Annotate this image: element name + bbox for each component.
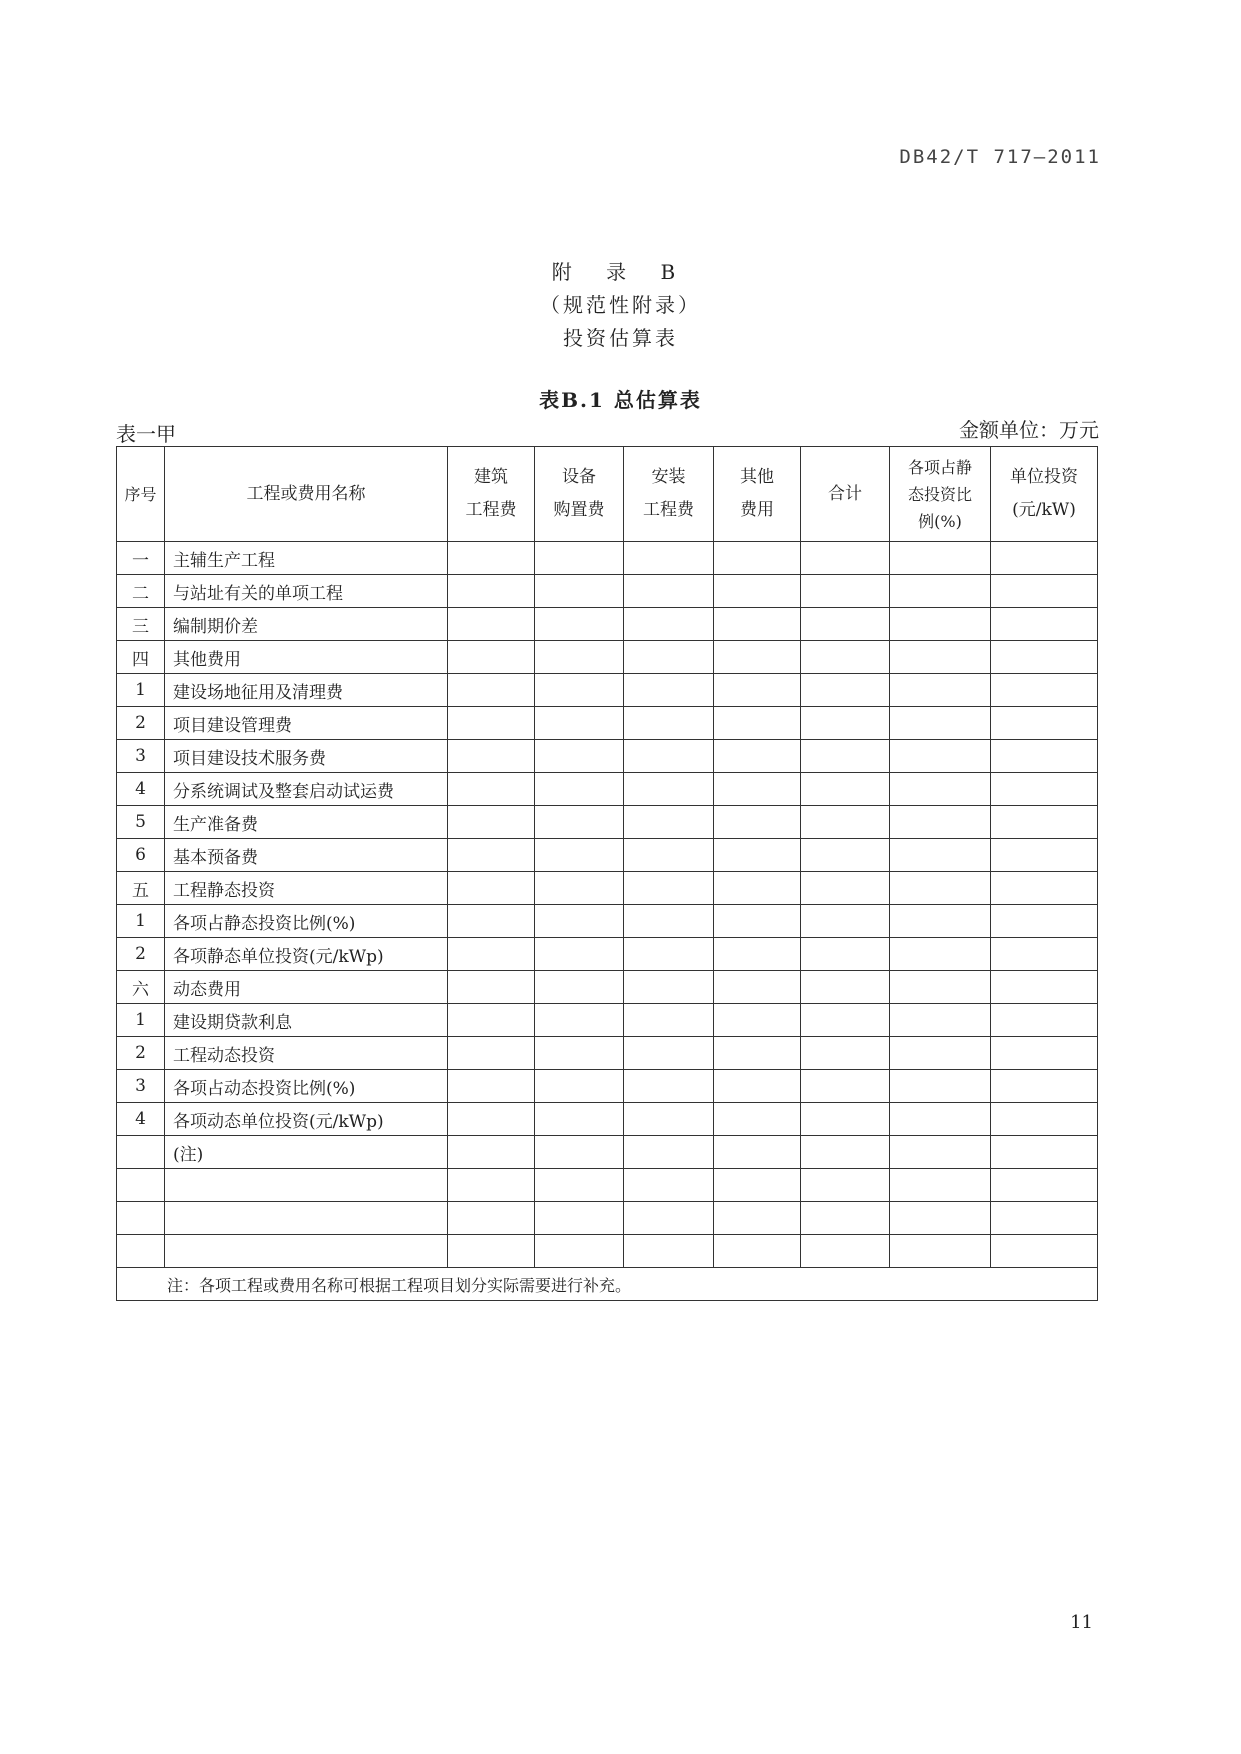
row-value-cell <box>714 905 801 938</box>
row-value-cell <box>624 1169 714 1202</box>
annex-title: 附 录 B <box>551 260 690 284</box>
header-install-cost <box>624 447 714 542</box>
row-value-cell <box>714 641 801 674</box>
row-value-cell <box>991 1103 1098 1136</box>
row-value-cell <box>448 1103 535 1136</box>
row-value-cell <box>624 641 714 674</box>
row-seq: 1 <box>117 674 165 707</box>
row-value-cell <box>890 1136 991 1169</box>
row-value-cell <box>448 641 535 674</box>
row-value-cell <box>801 674 890 707</box>
row-seq: 2 <box>117 938 165 971</box>
row-name: 各项占静态投资比例(%) <box>165 905 448 938</box>
header-static-ratio <box>890 447 991 542</box>
row-value-cell <box>890 1004 991 1037</box>
row-value-cell <box>535 905 624 938</box>
header-equipment-line1: 设备 <box>562 467 596 487</box>
row-name <box>165 1235 448 1268</box>
row-value-cell <box>714 938 801 971</box>
row-value-cell <box>448 608 535 641</box>
row-value-cell <box>991 674 1098 707</box>
row-seq <box>117 1235 165 1268</box>
row-value-cell <box>624 707 714 740</box>
table-row <box>117 773 1098 806</box>
row-seq: 二 <box>117 575 165 608</box>
row-value-cell <box>890 1070 991 1103</box>
row-seq: 六 <box>117 971 165 1004</box>
row-value-cell <box>890 971 991 1004</box>
row-value-cell <box>890 575 991 608</box>
row-name: 与站址有关的单项工程 <box>165 575 448 608</box>
row-value-cell <box>624 773 714 806</box>
header-equipment-line2: 购置费 <box>553 500 605 520</box>
row-value-cell <box>535 1202 624 1235</box>
row-value-cell <box>624 938 714 971</box>
header-static-ratio-line1: 各项占静 <box>907 457 972 477</box>
table-header-row <box>117 447 1098 542</box>
table-caption: 表B.1 总估算表 <box>539 388 702 412</box>
row-value-cell <box>890 1202 991 1235</box>
row-value-cell <box>714 608 801 641</box>
row-value-cell <box>448 674 535 707</box>
row-value-cell <box>714 707 801 740</box>
row-value-cell <box>448 1004 535 1037</box>
row-value-cell <box>448 971 535 1004</box>
header-name: 工程或费用名称 <box>165 447 448 542</box>
row-value-cell <box>890 674 991 707</box>
row-name: 项目建设管理费 <box>165 707 448 740</box>
row-value-cell <box>890 1037 991 1070</box>
row-value-cell <box>801 1103 890 1136</box>
row-seq: 五 <box>117 872 165 905</box>
row-value-cell <box>714 575 801 608</box>
row-value-cell <box>991 1136 1098 1169</box>
row-value-cell <box>714 1136 801 1169</box>
header-building-line1: 建筑 <box>474 467 508 487</box>
page-number: 11 <box>1070 1612 1093 1633</box>
row-value-cell <box>448 1070 535 1103</box>
row-value-cell <box>890 1103 991 1136</box>
table-row <box>117 1136 1098 1169</box>
table-row <box>117 938 1098 971</box>
header-install-line2: 工程费 <box>643 500 694 520</box>
budget-estimate-table <box>116 446 1098 1301</box>
row-value-cell <box>801 542 890 575</box>
table-row <box>117 707 1098 740</box>
row-value-cell <box>991 773 1098 806</box>
row-name: 生产准备费 <box>165 806 448 839</box>
row-value-cell <box>624 740 714 773</box>
table-row <box>117 1004 1098 1037</box>
row-value-cell <box>801 806 890 839</box>
header-building-cost <box>448 447 535 542</box>
row-seq: 4 <box>117 773 165 806</box>
table-row <box>117 1235 1098 1268</box>
row-name: 各项静态单位投资(元/kWp) <box>165 938 448 971</box>
row-name: 建设场地征用及清理费 <box>165 674 448 707</box>
row-seq <box>117 1136 165 1169</box>
row-value-cell <box>624 542 714 575</box>
header-static-ratio-line3: 例(%) <box>918 511 962 531</box>
row-seq: 1 <box>117 905 165 938</box>
row-value-cell <box>991 806 1098 839</box>
row-seq: 3 <box>117 740 165 773</box>
table-row <box>117 806 1098 839</box>
row-value-cell <box>890 641 991 674</box>
row-name: 分系统调试及整套启动试运费 <box>165 773 448 806</box>
row-value-cell <box>714 773 801 806</box>
row-value-cell <box>448 740 535 773</box>
row-value-cell <box>624 608 714 641</box>
header-building-line2: 工程费 <box>465 500 517 520</box>
row-value-cell <box>801 872 890 905</box>
table-row <box>117 674 1098 707</box>
row-value-cell <box>991 905 1098 938</box>
row-value-cell <box>991 608 1098 641</box>
row-value-cell <box>624 1103 714 1136</box>
row-name: 建设期贷款利息 <box>165 1004 448 1037</box>
row-value-cell <box>624 1136 714 1169</box>
annex-type: （规范性附录） <box>540 293 701 317</box>
row-value-cell <box>991 938 1098 971</box>
row-value-cell <box>801 839 890 872</box>
row-value-cell <box>448 1037 535 1070</box>
row-value-cell <box>714 1202 801 1235</box>
row-name: 动态费用 <box>165 971 448 1004</box>
row-value-cell <box>624 905 714 938</box>
row-value-cell <box>714 740 801 773</box>
row-seq: 四 <box>117 641 165 674</box>
row-value-cell <box>714 542 801 575</box>
row-value-cell <box>991 1235 1098 1268</box>
row-value-cell <box>535 1103 624 1136</box>
row-value-cell <box>991 1169 1098 1202</box>
row-value-cell <box>801 1136 890 1169</box>
row-name: 项目建设技术服务费 <box>165 740 448 773</box>
row-value-cell <box>714 806 801 839</box>
row-value-cell <box>714 1037 801 1070</box>
row-seq: 4 <box>117 1103 165 1136</box>
row-value-cell <box>535 1235 624 1268</box>
table-row <box>117 1037 1098 1070</box>
row-value-cell <box>624 1070 714 1103</box>
row-value-cell <box>535 872 624 905</box>
table-row <box>117 1169 1098 1202</box>
row-value-cell <box>624 674 714 707</box>
row-value-cell <box>448 1169 535 1202</box>
row-value-cell <box>801 1202 890 1235</box>
row-value-cell <box>890 542 991 575</box>
row-value-cell <box>991 575 1098 608</box>
row-value-cell <box>801 905 890 938</box>
row-value-cell <box>535 575 624 608</box>
annex-name: 投资估算表 <box>563 326 678 350</box>
row-value-cell <box>890 806 991 839</box>
table-footnote-row <box>117 1268 1098 1301</box>
row-value-cell <box>624 839 714 872</box>
row-value-cell <box>624 1037 714 1070</box>
row-value-cell <box>535 1004 624 1037</box>
table-row <box>117 839 1098 872</box>
row-value-cell <box>991 839 1098 872</box>
row-value-cell <box>801 740 890 773</box>
table-row <box>117 542 1098 575</box>
table-row <box>117 1202 1098 1235</box>
table-body <box>117 542 1098 1268</box>
table-footnote: 注：各项工程或费用名称可根据工程项目划分实际需要进行补充。 <box>117 1268 1098 1301</box>
header-unit-investment <box>991 447 1098 542</box>
header-equipment-cost <box>535 447 624 542</box>
header-unit-investment-line1: 单位投资 <box>1010 467 1078 487</box>
row-value-cell <box>801 707 890 740</box>
row-value-cell <box>535 1037 624 1070</box>
row-value-cell <box>535 707 624 740</box>
header-static-ratio-line2: 态投资比 <box>907 484 972 504</box>
row-seq <box>117 1202 165 1235</box>
table-row <box>117 872 1098 905</box>
row-name: 工程动态投资 <box>165 1037 448 1070</box>
row-value-cell <box>624 806 714 839</box>
table-row <box>117 1103 1098 1136</box>
table-id-label: 表一甲 <box>116 422 176 446</box>
row-value-cell <box>991 1004 1098 1037</box>
row-value-cell <box>801 773 890 806</box>
row-value-cell <box>535 542 624 575</box>
row-value-cell <box>448 905 535 938</box>
row-value-cell <box>535 641 624 674</box>
row-name: 工程静态投资 <box>165 872 448 905</box>
row-name <box>165 1202 448 1235</box>
row-value-cell <box>714 872 801 905</box>
row-value-cell <box>535 1169 624 1202</box>
row-value-cell <box>448 872 535 905</box>
header-total: 合计 <box>801 447 890 542</box>
row-value-cell <box>535 674 624 707</box>
row-value-cell <box>991 1202 1098 1235</box>
table-row <box>117 575 1098 608</box>
row-value-cell <box>535 806 624 839</box>
header-other-cost <box>714 447 801 542</box>
row-value-cell <box>801 1037 890 1070</box>
header-other-line2: 费用 <box>740 500 774 520</box>
row-value-cell <box>801 971 890 1004</box>
row-value-cell <box>535 971 624 1004</box>
row-seq: 三 <box>117 608 165 641</box>
row-value-cell <box>801 1004 890 1037</box>
row-seq: 3 <box>117 1070 165 1103</box>
row-value-cell <box>714 674 801 707</box>
row-value-cell <box>890 938 991 971</box>
row-name: 其他费用 <box>165 641 448 674</box>
row-value-cell <box>801 641 890 674</box>
row-name: (注) <box>165 1136 448 1169</box>
row-value-cell <box>714 839 801 872</box>
row-seq: 5 <box>117 806 165 839</box>
row-value-cell <box>890 1235 991 1268</box>
row-value-cell <box>801 608 890 641</box>
row-value-cell <box>991 542 1098 575</box>
row-value-cell <box>448 806 535 839</box>
row-value-cell <box>624 575 714 608</box>
table-row <box>117 905 1098 938</box>
row-seq: 一 <box>117 542 165 575</box>
row-seq: 6 <box>117 839 165 872</box>
row-value-cell <box>991 1037 1098 1070</box>
row-value-cell <box>624 1004 714 1037</box>
amount-unit-label: 金额单位：万元 <box>959 418 1099 442</box>
header-other-line1: 其他 <box>740 467 774 487</box>
row-value-cell <box>714 971 801 1004</box>
row-value-cell <box>890 773 991 806</box>
row-value-cell <box>535 1070 624 1103</box>
row-value-cell <box>991 1070 1098 1103</box>
row-value-cell <box>991 641 1098 674</box>
row-value-cell <box>714 1169 801 1202</box>
row-value-cell <box>448 773 535 806</box>
row-value-cell <box>714 1235 801 1268</box>
row-value-cell <box>890 740 991 773</box>
header-seq: 序号 <box>117 447 165 542</box>
row-value-cell <box>535 740 624 773</box>
row-value-cell <box>535 938 624 971</box>
row-name: 编制期价差 <box>165 608 448 641</box>
row-value-cell <box>624 1202 714 1235</box>
row-value-cell <box>991 707 1098 740</box>
row-value-cell <box>448 542 535 575</box>
document-code: DB42/T 717—2011 <box>899 146 1101 168</box>
row-value-cell <box>448 938 535 971</box>
row-value-cell <box>535 608 624 641</box>
row-value-cell <box>624 872 714 905</box>
row-value-cell <box>448 1235 535 1268</box>
row-value-cell <box>890 608 991 641</box>
row-name: 各项动态单位投资(元/kWp) <box>165 1103 448 1136</box>
row-value-cell <box>448 1136 535 1169</box>
row-value-cell <box>801 938 890 971</box>
row-seq <box>117 1169 165 1202</box>
row-value-cell <box>801 1070 890 1103</box>
row-value-cell <box>890 707 991 740</box>
header-install-line1: 安装 <box>651 467 686 487</box>
header-unit-investment-line2: (元/kW) <box>1012 500 1076 520</box>
table-row <box>117 1070 1098 1103</box>
row-value-cell <box>801 1235 890 1268</box>
row-value-cell <box>991 872 1098 905</box>
table-row <box>117 641 1098 674</box>
row-value-cell <box>535 839 624 872</box>
table-row <box>117 971 1098 1004</box>
row-name: 主辅生产工程 <box>165 542 448 575</box>
row-value-cell <box>535 773 624 806</box>
row-value-cell <box>714 1070 801 1103</box>
row-value-cell <box>448 839 535 872</box>
row-value-cell <box>801 1169 890 1202</box>
row-value-cell <box>991 740 1098 773</box>
row-value-cell <box>624 1235 714 1268</box>
row-value-cell <box>801 575 890 608</box>
row-value-cell <box>890 1169 991 1202</box>
row-seq: 2 <box>117 707 165 740</box>
row-value-cell <box>890 872 991 905</box>
row-value-cell <box>991 971 1098 1004</box>
row-value-cell <box>890 905 991 938</box>
row-value-cell <box>448 575 535 608</box>
row-value-cell <box>448 1202 535 1235</box>
row-name: 基本预备费 <box>165 839 448 872</box>
row-value-cell <box>714 1004 801 1037</box>
table-row <box>117 608 1098 641</box>
row-value-cell <box>448 707 535 740</box>
row-value-cell <box>714 1103 801 1136</box>
row-seq: 1 <box>117 1004 165 1037</box>
table-row <box>117 740 1098 773</box>
row-seq: 2 <box>117 1037 165 1070</box>
row-value-cell <box>535 1136 624 1169</box>
row-value-cell <box>890 839 991 872</box>
row-name <box>165 1169 448 1202</box>
row-name: 各项占动态投资比例(%) <box>165 1070 448 1103</box>
row-value-cell <box>624 971 714 1004</box>
